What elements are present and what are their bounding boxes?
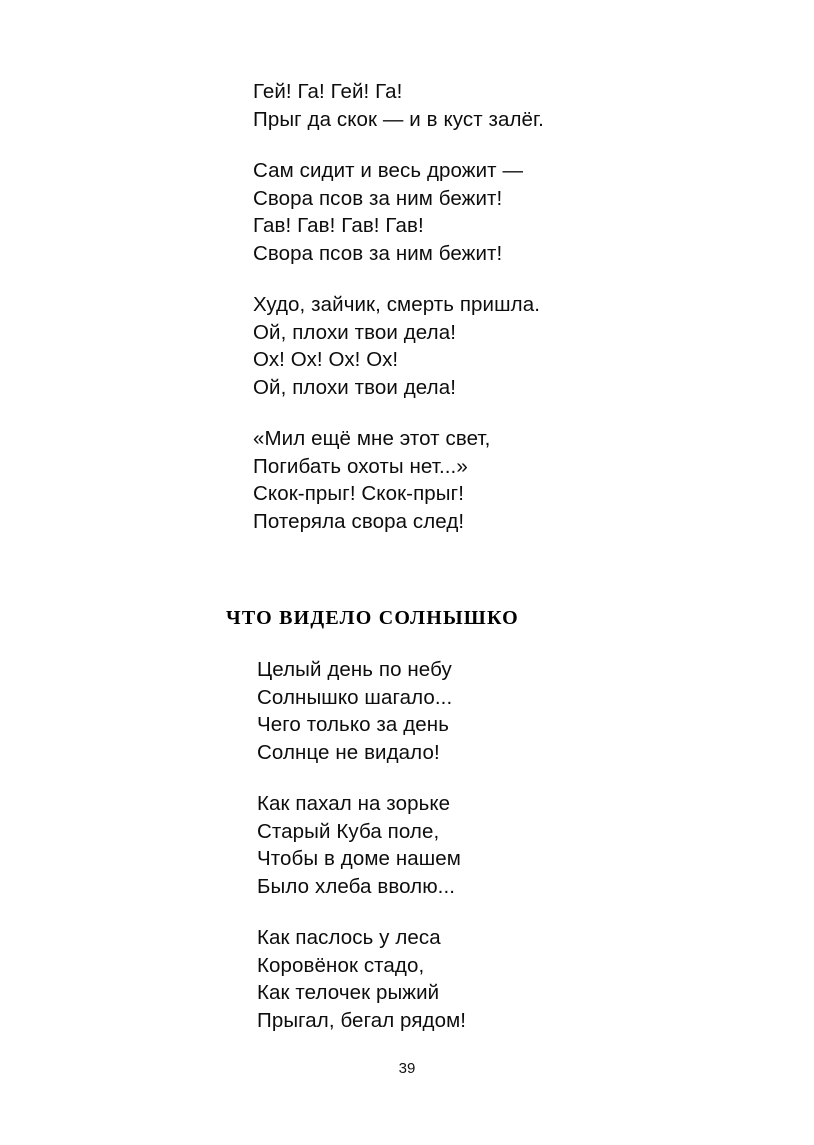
poem-line: Худо, зайчик, смерть пришла. xyxy=(253,293,541,316)
poem-line: Ох! Ох! Ох! Ох! xyxy=(253,348,399,371)
poem-line: Солнышко шагало... xyxy=(257,685,453,709)
poem-line: Коровёнок стадо, xyxy=(257,953,425,977)
stanza xyxy=(253,924,733,1034)
poem-line: Целый день по небу xyxy=(257,658,452,681)
poem-line: Гав! Гав! Гав! Гав! xyxy=(253,214,424,237)
poem-line: Чтобы в доме нашем xyxy=(257,847,461,870)
page-number: 39 xyxy=(398,1060,416,1077)
poem-line: Прыг да скок — и в куст залёг. xyxy=(253,107,544,131)
poem-line: Потеряла свора след! xyxy=(253,509,465,533)
poem-line: Свора псов за ним бежит! xyxy=(253,186,503,210)
poem-line: «Мил ещё мне этот свет, xyxy=(253,427,491,450)
poem-line: Прыгал, бегал рядом! xyxy=(257,1008,467,1032)
poem-line: Скок-прыг! Скок-прыг! xyxy=(253,482,465,505)
stanza xyxy=(253,425,733,535)
poem-line: Погибать охоты нет...» xyxy=(253,454,468,478)
page-content xyxy=(226,78,733,1058)
poem-line: Солнце не видало! xyxy=(257,740,440,764)
poem-line: Чего только за день xyxy=(257,713,449,736)
stanza xyxy=(253,78,733,133)
poem-line: Ой, плохи твои дела! xyxy=(253,320,456,344)
poem-line: Сам сидит и весь дрожит — xyxy=(253,159,524,182)
poem-line: Было хлеба вволю... xyxy=(257,874,456,898)
poem-line: Гей! Га! Гей! Га! xyxy=(253,80,403,103)
poem-line: Как телочек рыжий xyxy=(257,981,440,1004)
poem-line: Как пахал на зорьке xyxy=(257,792,451,815)
stanza xyxy=(253,291,733,401)
stanza xyxy=(253,656,733,766)
poem-title: ЧТО ВИДЕЛО СОЛНЫШКО xyxy=(226,607,519,629)
poem-line: Как паслось у леса xyxy=(257,926,441,949)
stanza xyxy=(253,790,733,900)
stanza xyxy=(253,157,733,267)
section-spacer xyxy=(253,559,733,565)
poem-line: Свора псов за ним бежит! xyxy=(253,241,503,265)
poem-line: Ой, плохи твои дела! xyxy=(253,375,456,399)
poem-line: Старый Куба поле, xyxy=(257,819,440,843)
